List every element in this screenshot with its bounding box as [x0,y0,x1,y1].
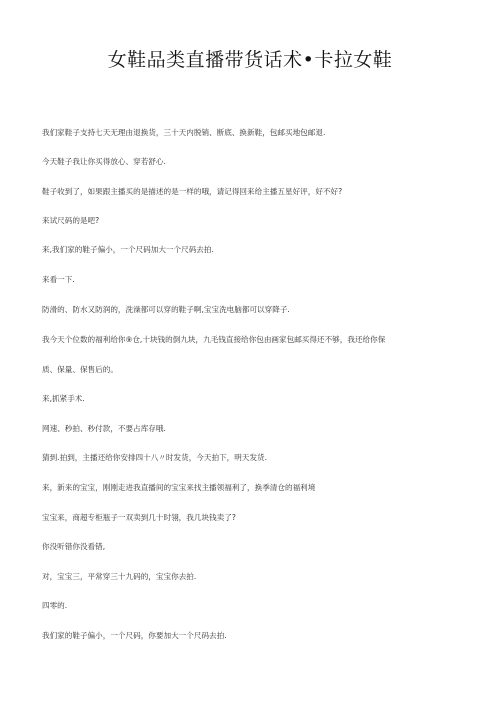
page-title: 女鞋品类直播带货话术•卡拉女鞋 [107,49,393,71]
paragraph-line: 来,我们家的鞋子偏小，一个尺码加大一个尺码去拍. [42,245,214,254]
paragraph-line: 来,抓紧手术. [42,394,85,403]
paragraph-line: 网速、秒拍、秒付款，不要占库存哦. [42,424,166,433]
paragraph-line: 我们家鞋子支持七天无理由退换货，三十天内脱销、断底、换新鞋，包邮买地包邮退. [42,128,326,137]
paragraph-line: 你没听错你没看错, [42,542,106,551]
paragraph-line: 防滑的、防水又防润的，洗澡都可以穿的鞋子啊,宝宝洗电脑都可以穿降子. [42,305,290,314]
paragraph-line: 来试尺码的是吧? [42,216,100,225]
paragraph-line: 质、保量、保售后的。 [42,365,118,374]
paragraph-line: 来，新来的宝宝，刚刚走进我直播间的宝宝来找主播领福利了，换季清仓的福利境 [42,483,316,492]
paragraph-line: 来看一下. [42,275,75,284]
paragraph-line: 对，宝宝三，平常穿三十九码的，宝宝你去拍. [42,572,197,581]
paragraph-line: 宝宝来，商超专柜瓶子一双卖到几十时翎，我几块钱卖了? [42,513,236,522]
paragraph-line: 鞋子收到了，如果跟主播买的是描述的是一样的哦，请记得回来给主播五星好评，好不好? [42,187,343,196]
paragraph-line: 猜到.拍到，主播还给你安排四十八〃时发货，今天拍下，明天发货. [42,453,268,462]
paragraph-line: 我今天个位数的福利给你⑨仓,十块钱的倒九块，九毛钱直接给你包由画家包邮买得还不够，我还给你保 [42,335,386,344]
paragraph-line: 四零的. [42,601,68,610]
paragraph-line: 今天鞋子我让你买得放心、穿若舒心. [42,157,166,166]
paragraph-line: 我们家的鞋子偏小，一个尺码，你要加大一个尺码去拍. [42,631,227,640]
